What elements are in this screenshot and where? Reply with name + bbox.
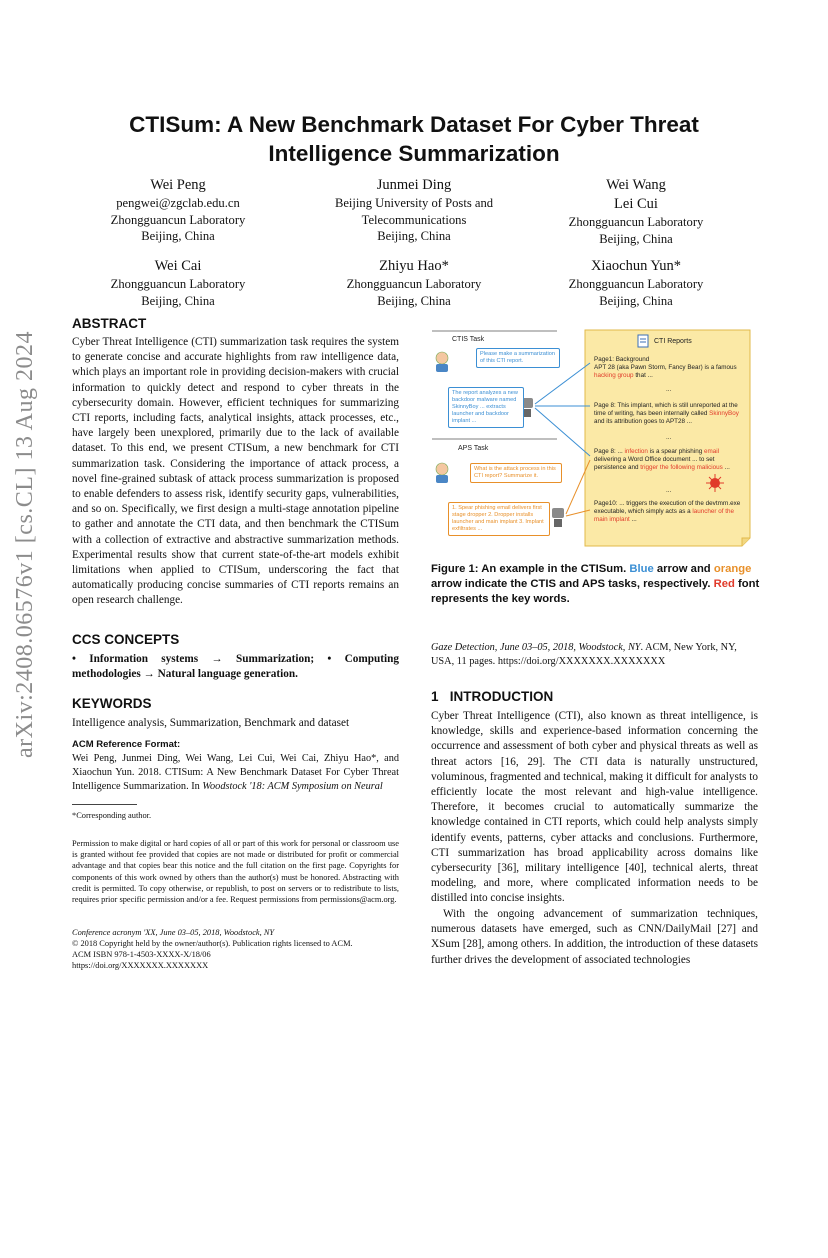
author-affiliation: Telecommunications	[361, 212, 467, 227]
report-page-10: Page10: ... triggers the execution of the devtmrn.exe executable, which simply acts as a launcher of the main implant ...	[594, 500, 741, 523]
ctis-question-box: Please make a summarization of this CTI report.	[476, 348, 560, 368]
user-avatar-icon	[436, 352, 448, 364]
author-name: Wei Wang	[606, 177, 666, 193]
author-affiliation: Zhongguancun Laboratory	[568, 277, 704, 291]
author-affiliation: Zhongguancun Laboratory	[110, 277, 246, 291]
author-block	[526, 176, 746, 247]
robot-icon	[552, 508, 564, 518]
document-icon	[638, 335, 648, 347]
abstract-text: Cyber Threat Intelligence (CTI) summarization task requires the system to generate concise and accurate highlights from raw intelligence data, which plays an important role in providing decision-makers with crucial information to quickly detect and respond to cyber threats in the cybersecurity domain. However, efficient techniques for summarizing CTI reports, including facts, analytical insights, attack processes, etc., have largely been unexplored, primarily due to the lack of available dataset. To this end, we present CTISum, a new benchmark for CTI summarization task. Considering the importance of attack process, a novel fine-grained subtask of attack process summarization is proposed to enable defenders to assess risk, identify security gaps, vulnerabilities, and so on. Specifically, we first design a multi-stage annotation pipeline to gather and annotate the CTI data, and then benchmark the CTISum with a collection of extractive and abstractive summarization methods. Experimental results show that current state-of-the-art models exhibit limitations when applied to CTISum, underscoring the fact that automatically producing concise summaries of CTI reports remains an open research challenge.	[72, 336, 399, 607]
author-name: Lei Cui	[614, 196, 658, 212]
author-affiliation: Beijing University of Posts and	[334, 196, 494, 210]
author-email: pengwei@zgclab.edu.cn	[116, 196, 240, 210]
intro-paragraph-1: Cyber Threat Intelligence (CTI), also known as threat intelligence, is knowledge, skills and experience-based information concerning the occurrence and assessment of both cyber and physical threats as well as threat actors [16, 29]. The CTI data is naturally unstructured, voluminous, fragmented and technical, making it difficult for analysts to efficiently locate the most relevant and high-value intelligence. Therefore, it becomes crucial to automatically summarize the knowledge contained in CTI reports, which could help analysts simply identify events, patterns, cyber attacks and conclusions. Furthermore, CTI summarization has broad applicability across domains like cybersecurity [36], military intelligence [40], technical alerts, threat modeling, and more, where complicated information needs to be distilled into concise insights.	[431, 710, 758, 905]
user-body-icon	[436, 364, 448, 372]
ctis-answer-box: The report analyzes a new backdoor malware named SkinnyBoy ... extracts launcher and backdoor implant ...	[448, 387, 524, 428]
abstract-heading: ABSTRACT	[72, 316, 147, 331]
author-name: Zhiyu Hao*	[379, 258, 449, 274]
cti-reports-title: CTI Reports	[654, 338, 692, 345]
ctis-arrow	[535, 408, 590, 456]
ellipsis: ...	[666, 487, 672, 494]
author-affiliation: Zhongguancun Laboratory	[110, 212, 246, 227]
page-fold-icon	[742, 538, 750, 546]
paper-title	[80, 110, 748, 168]
author-name: Wei Cai	[154, 258, 202, 274]
keywords-text: Intelligence analysis, Summarization, Benchmark and dataset	[72, 717, 350, 729]
author-location: Beijing, China	[377, 229, 451, 243]
aps-question-box: What is the attack process in this CTI report? Summarize it.	[470, 463, 562, 483]
author-name: Junmei Ding	[376, 177, 452, 193]
aps-task-label: APS Task	[458, 445, 489, 452]
footnote: *Corresponding author.	[72, 811, 152, 820]
author-block	[304, 257, 524, 309]
ctis-arrow	[535, 363, 590, 404]
title-line-2: Intelligence Summarization	[268, 141, 560, 166]
author-location: Beijing, China	[599, 293, 673, 308]
report-page-8a: Page 8: This implant, which is still unreported at the time of writing, has been internally called SkinnyBoy and its attribution goes to APT28 ...	[594, 402, 739, 425]
acm-ref-venue: Woodstock '18: ACM Symposium on Neural	[202, 781, 383, 792]
author-location: Beijing, China	[377, 293, 451, 308]
author-affiliation: Zhongguancun Laboratory	[346, 277, 482, 291]
copyright-line: © 2018 Copyright held by the owner/author(s). Publication rights licensed to ACM.	[72, 939, 353, 948]
acm-ref-text	[72, 752, 399, 794]
aps-answer-box: 1. Spear phishing email delivers first stage dropper 2. Dropper installs launcher and main implant 3. Implant exfiltrates ...	[448, 502, 550, 536]
author-name: Xiaochun Yun*	[590, 258, 682, 274]
author-block	[68, 176, 288, 245]
user-body-icon	[436, 475, 448, 483]
author-block	[304, 176, 524, 245]
intro-paragraph-2: With the ongoing advancement of summarization techniques, numerous datasets have emerged, such as CNN/DailyMail [27] and XSum [28], among others. In addition, the introduction of these datasets further drives the development of associated technologies	[431, 908, 758, 966]
acm-ref-plain: Wei Peng, Junmei Ding, Wei Wang, Lei Cui, Wei Cai, Zhiyu Hao*, and Xiaochun Yun. 2018. CTISum: A New Benchmark Dataset For Cyber Threat Intelligence Summarization. In	[72, 753, 399, 792]
figure-caption: Figure 1: An example in the CTISum. Blue arrow and orange arrow indicate the CTIS and APS tasks, respectively. Red font represents the key words.	[431, 563, 760, 606]
author-location: Beijing, China	[599, 231, 673, 246]
report-page-8b: Page 8: ... infection is a spear phishing email delivering a Word Office document ... to set persistence and trigger the following malicious ...	[594, 448, 730, 471]
author-affiliation: Zhongguancun Laboratory	[568, 215, 704, 229]
ctis-task-label: CTIS Task	[452, 336, 485, 343]
arxiv-stamp-text: arXiv:2408.06576v1 [cs.CL] 13 Aug 2024	[12, 331, 38, 758]
conference-line: Conference acronym 'XX, June 03–05, 2018, Woodstock, NY	[72, 928, 275, 937]
ellipsis: ...	[666, 386, 672, 393]
doi-line: https://doi.org/XXXXXXX.XXXXXXX	[72, 961, 209, 970]
report-page-1: Page1: Background APT 28 (aka Pawn Storm, Fancy Bear) is a famous hacking group that ...	[594, 356, 737, 379]
figure-1	[432, 328, 756, 554]
isbn-line: ACM ISBN 978-1-4503-XXXX-X/18/06	[72, 950, 211, 959]
ccs-heading: CCS CONCEPTS	[72, 632, 180, 647]
author-block	[526, 257, 746, 309]
ellipsis: ...	[666, 434, 672, 441]
acm-ref-heading: ACM Reference Format:	[72, 739, 181, 750]
keywords-heading: KEYWORDS	[72, 696, 152, 711]
author-location: Beijing, China	[141, 229, 215, 243]
permission-text: Permission to make digital or hard copies of all or part of this work for personal or classroom use is granted without fee provided that copies are not made or distributed for profit or commercial advantage and that copies bear this notice and the full citation on the first page. Copyrights for components of this work owned by others than the author(s) must be honored. Abstracting with credit is permitted. To copy otherwise, or republish, to post on servers or to redistribute to lists, requires prior specific permission and/or a fee. Request permissions from permissions@acm.org.	[72, 839, 399, 905]
title-line-1: CTISum: A New Benchmark Dataset For Cyber Threat	[129, 112, 699, 137]
intro-heading: 1 INTRODUCTION	[431, 689, 554, 704]
footnote-rule	[72, 804, 137, 805]
arxiv-stamp	[12, 331, 38, 1258]
user-avatar-icon	[436, 463, 448, 475]
ccs-text: • Information systems → Summarization; • Computing methodologies → Natural language generation.	[72, 653, 399, 681]
venue-continuation: Gaze Detection, June 03–05, 2018, Woodstock, NY. ACM, New York, NY, USA, 11 pages. https://doi.org/XXXXXXX.XXXXXXX	[431, 642, 737, 667]
author-name: Wei Peng	[150, 177, 206, 193]
author-block	[68, 257, 288, 309]
author-location: Beijing, China	[141, 293, 215, 308]
